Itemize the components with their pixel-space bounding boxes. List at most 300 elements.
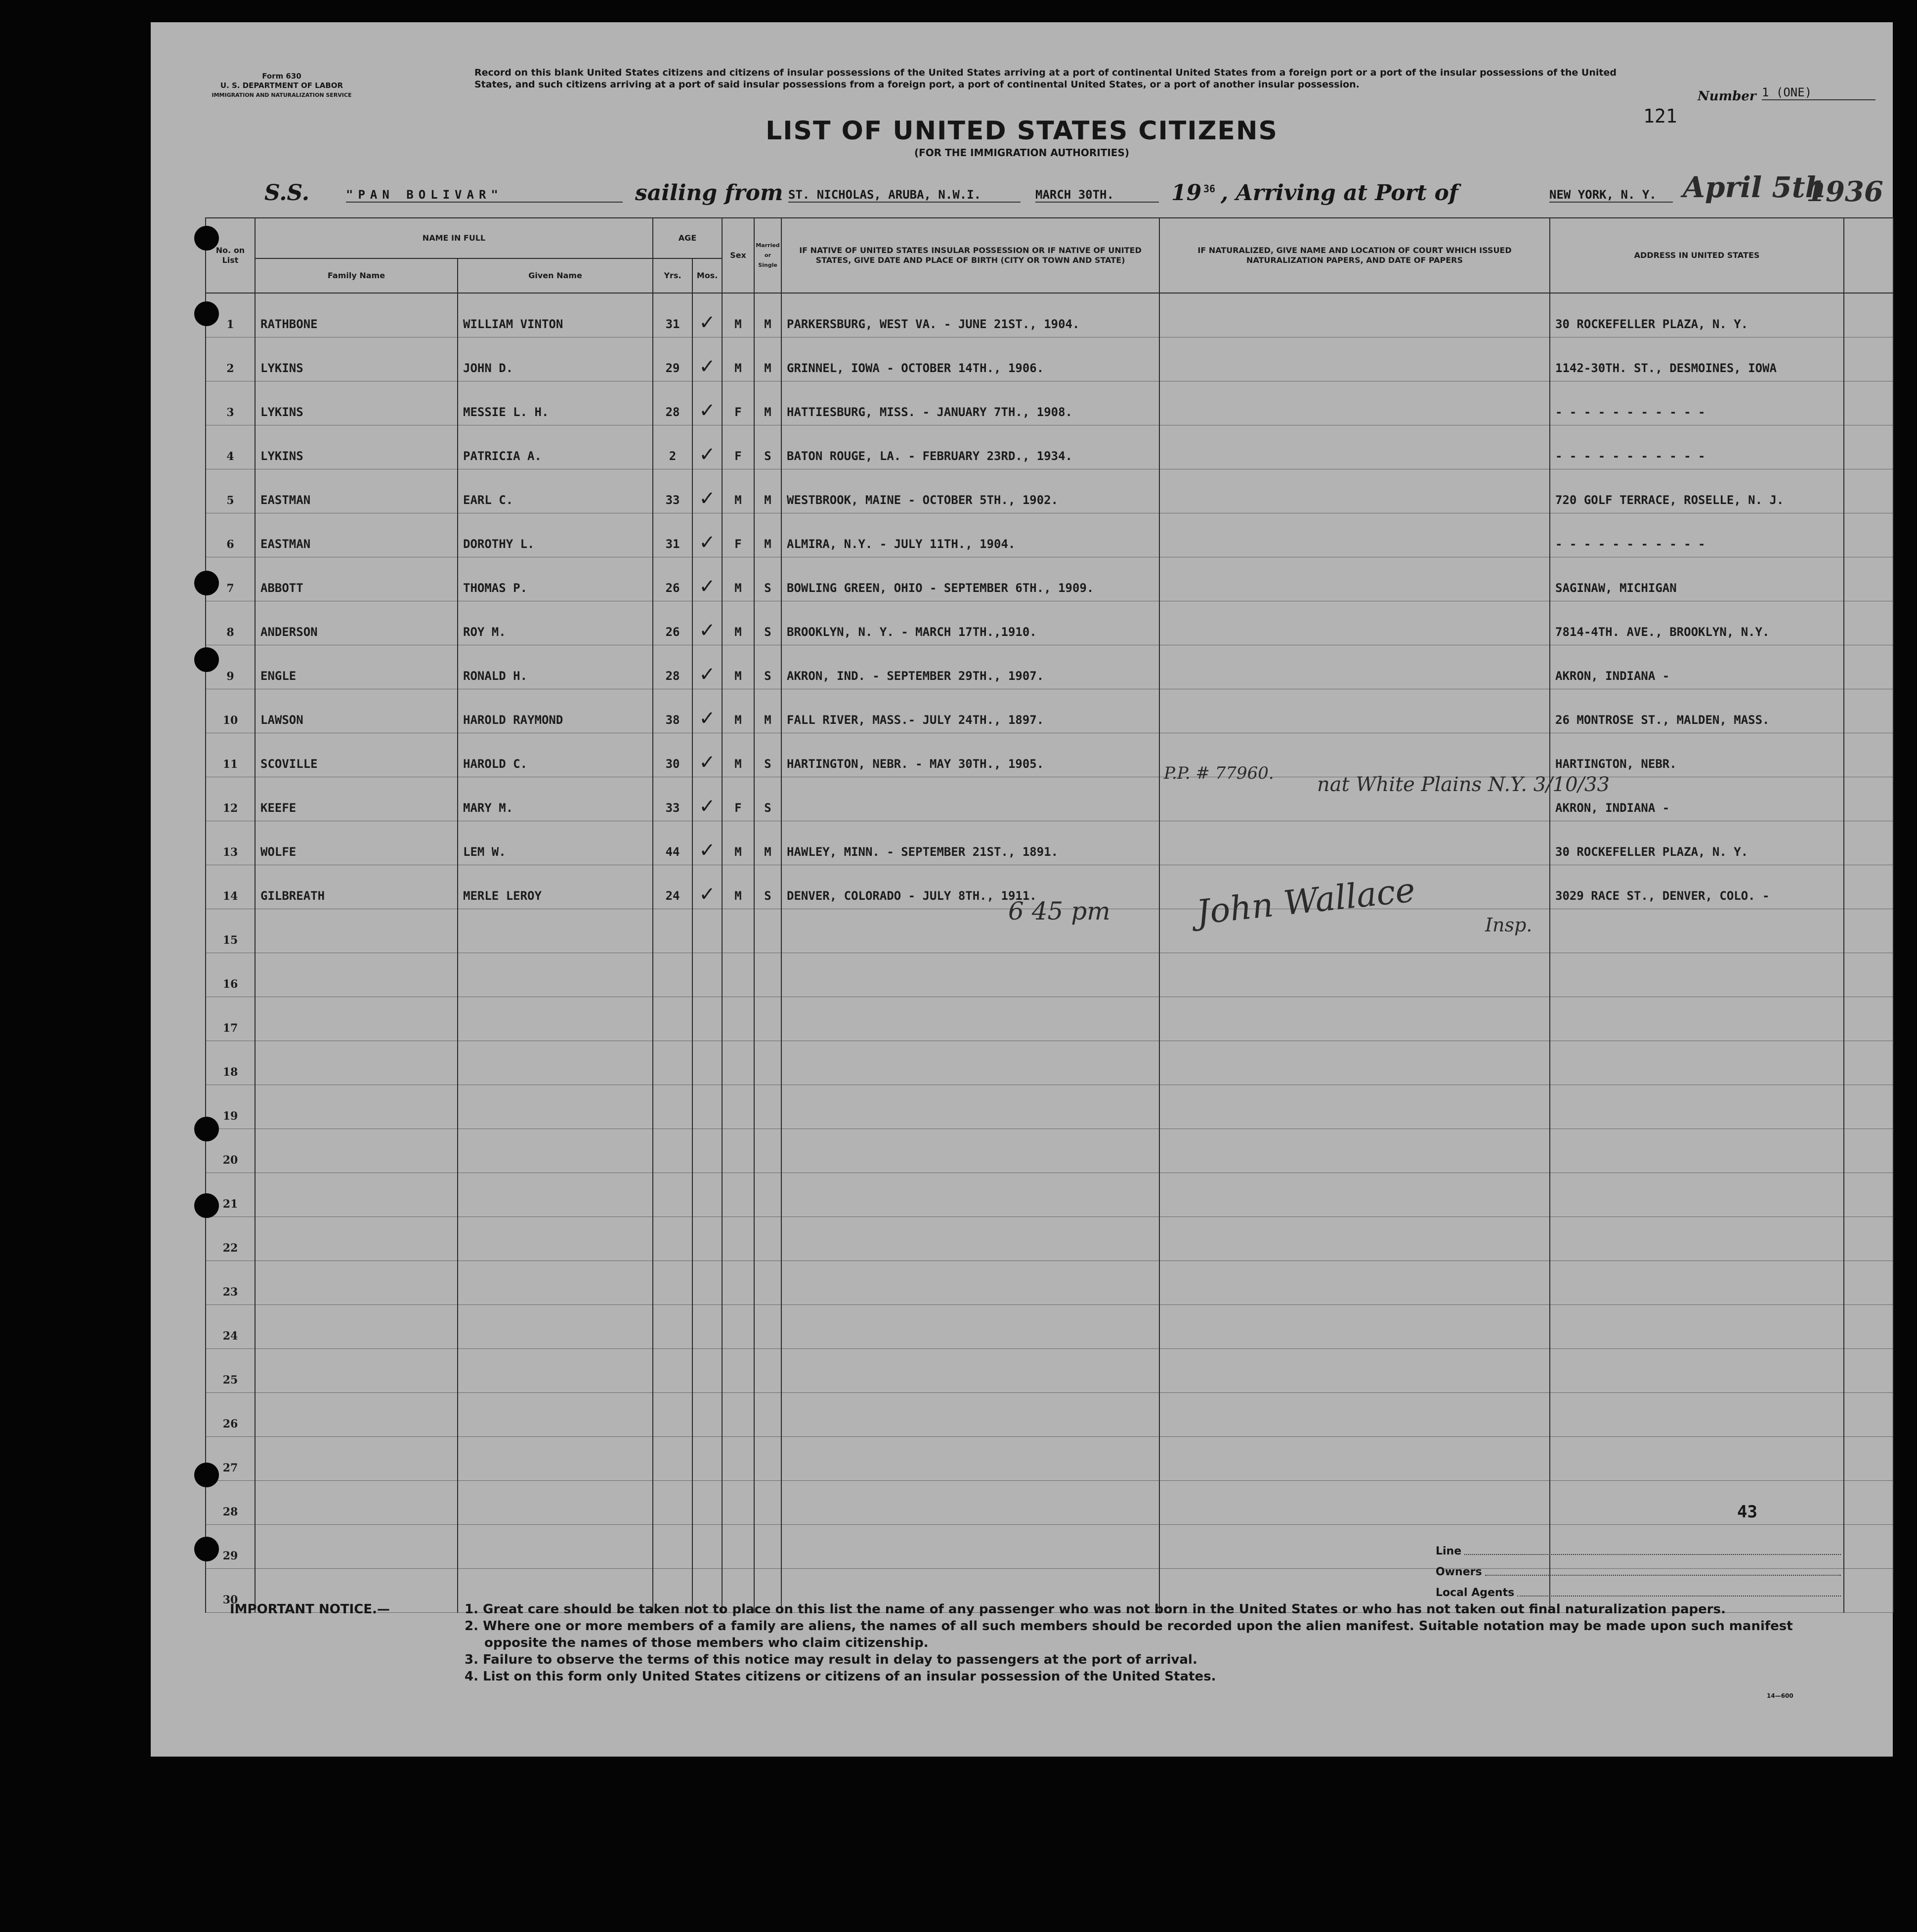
sailing-label: sailing from xyxy=(635,180,783,206)
birth-cell: FALL RIVER, MASS.- JULY 24TH., 1897. xyxy=(781,689,1159,733)
line-label: Line xyxy=(1436,1545,1462,1557)
sex-cell: F xyxy=(722,425,754,469)
given-name-cell xyxy=(458,1085,653,1129)
age-years-cell xyxy=(653,1437,692,1481)
birth-cell xyxy=(781,1305,1159,1349)
row-number: 9 xyxy=(206,645,255,689)
family-name-cell: LYKINS xyxy=(255,425,458,469)
age-months-check: ✓ xyxy=(692,821,722,865)
marital-status-cell xyxy=(754,909,781,953)
given-name-cell xyxy=(458,1261,653,1305)
naturalization-cell xyxy=(1159,1217,1550,1261)
table-row xyxy=(206,1217,1893,1261)
age-months-check: ✓ xyxy=(692,689,722,733)
sex-cell xyxy=(722,1217,754,1261)
given-name-cell xyxy=(458,1349,653,1393)
blank-cell xyxy=(1844,293,1893,337)
punch-hole xyxy=(194,1537,219,1561)
marital-status-cell xyxy=(754,1305,781,1349)
form-identifier xyxy=(200,72,363,100)
sex-cell xyxy=(722,909,754,953)
age-years-cell xyxy=(653,1129,692,1173)
row-number: 2 xyxy=(206,337,255,381)
service-name: IMMIGRATION AND NATURALIZATION SERVICE xyxy=(212,92,352,98)
birth-cell xyxy=(781,1393,1159,1437)
blank-cell xyxy=(1844,1129,1893,1173)
number-value: 1 (ONE) xyxy=(1762,85,1875,100)
marital-status-cell xyxy=(754,1349,781,1393)
sex-cell xyxy=(722,1129,754,1173)
marital-status-cell xyxy=(754,1129,781,1173)
header-given-name: Given Name xyxy=(458,258,653,293)
age-years-cell: 44 xyxy=(653,821,692,865)
table-row xyxy=(206,1481,1893,1525)
address-cell xyxy=(1550,997,1844,1041)
marital-status-cell xyxy=(754,953,781,997)
family-name-cell: EASTMAN xyxy=(255,513,458,557)
age-years-cell: 31 xyxy=(653,293,692,337)
given-name-cell: JOHN D. xyxy=(458,337,653,381)
marital-status-cell: S xyxy=(754,777,781,821)
local-agents-label: Local Agents xyxy=(1436,1587,1515,1599)
address-cell: 3029 RACE ST., DENVER, COLO. - xyxy=(1550,865,1844,909)
table-row xyxy=(206,1129,1893,1173)
blank-cell xyxy=(1844,1217,1893,1261)
address-cell xyxy=(1550,1349,1844,1393)
blank-cell xyxy=(1844,1525,1893,1569)
sex-cell xyxy=(722,1525,754,1569)
blank-cell xyxy=(1844,1437,1893,1481)
table-row xyxy=(206,953,1893,997)
arrival-year: 1936 xyxy=(1806,175,1883,208)
birth-cell: HARTINGTON, NEBR. - MAY 30TH., 1905. xyxy=(781,733,1159,777)
notice-item: 4. List on this form only United States citizens or citizens of an insular possession of the United States. xyxy=(465,1669,1216,1684)
header-no: No. on List xyxy=(206,218,255,293)
given-name-cell xyxy=(458,1437,653,1481)
family-name-cell: ABBOTT xyxy=(255,557,458,601)
age-months-check xyxy=(692,1525,722,1569)
blank-cell xyxy=(1844,557,1893,601)
family-name-cell xyxy=(255,1261,458,1305)
inspector-signature: John Wallace xyxy=(1194,870,1417,933)
blank-cell xyxy=(1844,1041,1893,1085)
page-number: 43 xyxy=(1737,1502,1757,1522)
address-cell: - - - - - - - - - - - xyxy=(1550,425,1844,469)
naturalization-cell xyxy=(1159,513,1550,557)
naturalization-cell xyxy=(1159,1041,1550,1085)
age-years-cell xyxy=(653,953,692,997)
family-name-cell xyxy=(255,953,458,997)
age-years-cell: 26 xyxy=(653,557,692,601)
sex-cell xyxy=(722,1261,754,1305)
naturalization-cell xyxy=(1159,381,1550,425)
header-sex: Sex xyxy=(722,218,754,293)
row-number: 27 xyxy=(206,1437,255,1481)
row-number: 8 xyxy=(206,601,255,645)
table-row xyxy=(206,645,1893,689)
given-name-cell xyxy=(458,1173,653,1217)
blank-cell xyxy=(1844,645,1893,689)
blank-cell xyxy=(1844,689,1893,733)
row-number: 1 xyxy=(206,293,255,337)
age-months-check: ✓ xyxy=(692,293,722,337)
row-number: 30 xyxy=(206,1569,255,1613)
row-number: 12 xyxy=(206,777,255,821)
age-years-cell xyxy=(653,1393,692,1437)
sex-cell: F xyxy=(722,513,754,557)
marital-status-cell xyxy=(754,997,781,1041)
age-months-check xyxy=(692,1173,722,1217)
address-cell xyxy=(1550,1129,1844,1173)
birth-cell: ALMIRA, N.Y. - JULY 11TH., 1904. xyxy=(781,513,1159,557)
line-blank xyxy=(1464,1554,1841,1555)
blank-cell xyxy=(1844,337,1893,381)
sex-cell: M xyxy=(722,293,754,337)
age-years-cell xyxy=(653,1085,692,1129)
notice-items xyxy=(465,1601,1858,1685)
blank-cell xyxy=(1844,381,1893,425)
passport-note: P.P. # 77960. xyxy=(1164,763,1274,783)
table-row xyxy=(206,1349,1893,1393)
sex-cell: M xyxy=(722,469,754,513)
header-family-name: Family Name xyxy=(255,258,458,293)
naturalization-cell xyxy=(1159,1349,1550,1393)
arriving-label: , Arriving at Port of xyxy=(1221,180,1458,206)
row-number: 19 xyxy=(206,1085,255,1129)
naturalization-cell xyxy=(1159,1437,1550,1481)
naturalization-cell xyxy=(1159,1481,1550,1525)
family-name-cell xyxy=(255,1349,458,1393)
table-row xyxy=(206,381,1893,425)
marital-status-cell: S xyxy=(754,645,781,689)
age-months-check: ✓ xyxy=(692,557,722,601)
address-cell xyxy=(1550,1217,1844,1261)
marital-status-cell: S xyxy=(754,865,781,909)
form-number: Form 630 xyxy=(262,72,301,81)
marital-status-cell xyxy=(754,1041,781,1085)
punch-hole xyxy=(194,647,219,672)
sex-cell: M xyxy=(722,865,754,909)
naturalization-cell xyxy=(1159,425,1550,469)
voyage-line xyxy=(264,170,1883,215)
address-cell: AKRON, INDIANA - xyxy=(1550,645,1844,689)
age-years-cell: 29 xyxy=(653,337,692,381)
ship-name: "PAN BOLIVAR" xyxy=(346,188,623,203)
blank-cell xyxy=(1844,733,1893,777)
header-blank xyxy=(1844,218,1893,293)
naturalization-cell xyxy=(1159,1085,1550,1129)
punch-hole xyxy=(194,1117,219,1141)
naturalization-cell xyxy=(1159,601,1550,645)
marital-status-cell xyxy=(754,1173,781,1217)
marital-status-cell: S xyxy=(754,557,781,601)
header-age: AGE xyxy=(653,218,722,258)
table-row xyxy=(206,557,1893,601)
address-cell xyxy=(1550,1261,1844,1305)
header-married-single: Married or Single xyxy=(754,218,781,293)
given-name-cell: MARY M. xyxy=(458,777,653,821)
naturalization-cell xyxy=(1159,1173,1550,1217)
family-name-cell: EASTMAN xyxy=(255,469,458,513)
row-number: 21 xyxy=(206,1173,255,1217)
year-suffix: 36 xyxy=(1203,183,1216,195)
birth-cell xyxy=(781,1437,1159,1481)
age-months-check xyxy=(692,1261,722,1305)
sex-cell: M xyxy=(722,601,754,645)
blank-cell xyxy=(1844,865,1893,909)
sex-cell xyxy=(722,1173,754,1217)
sex-cell xyxy=(722,1393,754,1437)
given-name-cell xyxy=(458,1481,653,1525)
birth-cell xyxy=(781,1217,1159,1261)
birth-cell: DENVER, COLORADO - JULY 8TH., 1911. xyxy=(781,865,1159,909)
given-name-cell: ROY M. xyxy=(458,601,653,645)
address-cell xyxy=(1550,909,1844,953)
age-months-check xyxy=(692,953,722,997)
given-name-cell: MESSIE L. H. xyxy=(458,381,653,425)
row-number: 28 xyxy=(206,1481,255,1525)
family-name-cell xyxy=(255,1217,458,1261)
table-row xyxy=(206,1261,1893,1305)
family-name-cell xyxy=(255,1437,458,1481)
marital-status-cell xyxy=(754,1525,781,1569)
record-instructions: Record on this blank United States citizens and citizens of insular possessions of the United States arriving at a port of continental United States from a foreign port or a port of the insular possessions of the United States, and such citizens arriving at a port of said insular possessions from a foreign port, a port of continental United States, or a port of another insular possession. xyxy=(474,67,1617,90)
address-cell: - - - - - - - - - - - xyxy=(1550,381,1844,425)
birth-cell xyxy=(781,1525,1159,1569)
table-row xyxy=(206,689,1893,733)
family-name-cell: WOLFE xyxy=(255,821,458,865)
ss-label: S.S. xyxy=(264,180,310,206)
given-name-cell xyxy=(458,997,653,1041)
address-cell xyxy=(1550,1085,1844,1129)
sex-cell: M xyxy=(722,821,754,865)
table-row xyxy=(206,777,1893,821)
age-years-cell: 30 xyxy=(653,733,692,777)
notice-title: IMPORTANT NOTICE.— xyxy=(230,1602,390,1617)
table-row xyxy=(206,293,1893,337)
naturalization-cell xyxy=(1159,1129,1550,1173)
family-name-cell: KEEFE xyxy=(255,777,458,821)
given-name-cell: WILLIAM VINTON xyxy=(458,293,653,337)
form-code: 14—600 xyxy=(1767,1692,1793,1699)
year-prefix: 19 xyxy=(1171,180,1202,206)
given-name-cell: HAROLD C. xyxy=(458,733,653,777)
table-row xyxy=(206,997,1893,1041)
table-row xyxy=(206,1437,1893,1481)
family-name-cell: GILBREATH xyxy=(255,865,458,909)
table-row xyxy=(206,821,1893,865)
family-name-cell: RATHBONE xyxy=(255,293,458,337)
age-years-cell: 2 xyxy=(653,425,692,469)
family-name-cell xyxy=(255,1041,458,1085)
birth-cell xyxy=(781,997,1159,1041)
table-row xyxy=(206,337,1893,381)
age-months-check xyxy=(692,1393,722,1437)
stamp-number: 121 xyxy=(1643,105,1677,127)
age-months-check: ✓ xyxy=(692,337,722,381)
age-months-check xyxy=(692,1129,722,1173)
age-months-check xyxy=(692,1437,722,1481)
header-birth: IF NATIVE OF UNITED STATES INSULAR POSSESSION OR IF NATIVE OF UNITED STATES, GIVE DATE AND PLACE OF BIRTH (CITY OR TOWN AND STATE) xyxy=(781,218,1159,293)
family-name-cell xyxy=(255,1525,458,1569)
age-months-check xyxy=(692,1085,722,1129)
marital-status-cell: M xyxy=(754,337,781,381)
age-months-check xyxy=(692,1041,722,1085)
sex-cell: M xyxy=(722,689,754,733)
row-number: 17 xyxy=(206,997,255,1041)
age-years-cell: 28 xyxy=(653,381,692,425)
address-cell xyxy=(1550,1393,1844,1437)
family-name-cell xyxy=(255,1085,458,1129)
age-years-cell xyxy=(653,1217,692,1261)
family-name-cell: SCOVILLE xyxy=(255,733,458,777)
given-name-cell: RONALD H. xyxy=(458,645,653,689)
address-cell xyxy=(1550,953,1844,997)
address-cell: - - - - - - - - - - - xyxy=(1550,513,1844,557)
birth-cell xyxy=(781,1349,1159,1393)
naturalization-cell xyxy=(1159,953,1550,997)
notice-item: 3. Failure to observe the terms of this notice may result in delay to passengers at the port of arrival. xyxy=(465,1652,1197,1667)
marital-status-cell xyxy=(754,1393,781,1437)
birth-cell: BROOKLYN, N. Y. - MARCH 17TH.,1910. xyxy=(781,601,1159,645)
marital-status-cell xyxy=(754,1085,781,1129)
age-months-check: ✓ xyxy=(692,425,722,469)
naturalization-cell xyxy=(1159,557,1550,601)
birth-cell: AKRON, IND. - SEPTEMBER 29TH., 1907. xyxy=(781,645,1159,689)
punch-hole xyxy=(194,301,219,326)
given-name-cell xyxy=(458,1393,653,1437)
birth-cell: HATTIESBURG, MISS. - JANUARY 7TH., 1908. xyxy=(781,381,1159,425)
address-cell xyxy=(1550,1041,1844,1085)
naturalization-cell xyxy=(1159,645,1550,689)
owners-field xyxy=(1436,1557,1841,1578)
table-row xyxy=(206,1173,1893,1217)
punch-hole xyxy=(194,1193,219,1218)
naturalization-cell xyxy=(1159,997,1550,1041)
given-name-cell xyxy=(458,909,653,953)
birth-cell: PARKERSBURG, WEST VA. - JUNE 21ST., 1904. xyxy=(781,293,1159,337)
marital-status-cell: S xyxy=(754,601,781,645)
sex-cell: F xyxy=(722,777,754,821)
age-months-check: ✓ xyxy=(692,513,722,557)
blank-cell xyxy=(1844,909,1893,953)
naturalization-cell xyxy=(1159,821,1550,865)
sex-cell xyxy=(722,1437,754,1481)
age-months-check: ✓ xyxy=(692,645,722,689)
naturalization-cell xyxy=(1159,689,1550,733)
row-number: 14 xyxy=(206,865,255,909)
blank-cell xyxy=(1844,425,1893,469)
age-years-cell xyxy=(653,1173,692,1217)
birth-cell xyxy=(781,1041,1159,1085)
row-number: 5 xyxy=(206,469,255,513)
given-name-cell xyxy=(458,1041,653,1085)
age-months-check xyxy=(692,1305,722,1349)
row-number: 18 xyxy=(206,1041,255,1085)
blank-cell xyxy=(1844,1085,1893,1129)
family-name-cell: LAWSON xyxy=(255,689,458,733)
notice-item: 1. Great care should be taken not to place on this list the name of any passenger who was not born in the United States or who has not taken out final naturalization papers. xyxy=(465,1602,1726,1617)
row-number: 26 xyxy=(206,1393,255,1437)
age-years-cell: 33 xyxy=(653,777,692,821)
age-years-cell xyxy=(653,1261,692,1305)
marital-status-cell xyxy=(754,1481,781,1525)
address-cell: 30 ROCKEFELLER PLAZA, N. Y. xyxy=(1550,821,1844,865)
age-months-check: ✓ xyxy=(692,469,722,513)
table-row xyxy=(206,469,1893,513)
table-row xyxy=(206,601,1893,645)
naturalization-cell xyxy=(1159,293,1550,337)
naturalization-cell xyxy=(1159,1305,1550,1349)
birth-cell: GRINNEL, IOWA - OCTOBER 14TH., 1906. xyxy=(781,337,1159,381)
naturalization-cell xyxy=(1159,337,1550,381)
age-months-check xyxy=(692,1481,722,1525)
blank-cell xyxy=(1844,513,1893,557)
from-port: ST. NICHOLAS, ARUBA, N.W.I. xyxy=(788,188,1021,203)
owners-label: Owners xyxy=(1436,1566,1482,1578)
department-name: U. S. DEPARTMENT OF LABOR xyxy=(220,81,343,90)
punch-hole xyxy=(194,1463,219,1487)
sex-cell xyxy=(722,1085,754,1129)
manifest-sheet xyxy=(151,22,1893,1757)
birth-cell xyxy=(781,777,1159,821)
given-name-cell xyxy=(458,1525,653,1569)
row-number: 7 xyxy=(206,557,255,601)
birth-cell xyxy=(781,953,1159,997)
row-number: 4 xyxy=(206,425,255,469)
sex-cell xyxy=(722,1305,754,1349)
sex-cell: M xyxy=(722,645,754,689)
given-name-cell xyxy=(458,1305,653,1349)
sex-cell xyxy=(722,1041,754,1085)
family-name-cell xyxy=(255,1129,458,1173)
age-months-check xyxy=(692,997,722,1041)
given-name-cell: MERLE LEROY xyxy=(458,865,653,909)
address-cell xyxy=(1550,1173,1844,1217)
family-name-cell xyxy=(255,997,458,1041)
age-years-cell: 28 xyxy=(653,645,692,689)
blank-cell xyxy=(1844,1481,1893,1525)
marital-status-cell xyxy=(754,1437,781,1481)
address-cell: AKRON, INDIANA - xyxy=(1550,777,1844,821)
birth-cell: BOWLING GREEN, OHIO - SEPTEMBER 6TH., 1909. xyxy=(781,557,1159,601)
age-years-cell xyxy=(653,997,692,1041)
marital-status-cell: S xyxy=(754,733,781,777)
sex-cell: M xyxy=(722,733,754,777)
family-name-cell xyxy=(255,909,458,953)
sex-cell xyxy=(722,997,754,1041)
arrival-port: NEW YORK, N. Y. xyxy=(1549,188,1673,203)
age-years-cell xyxy=(653,1305,692,1349)
blank-cell xyxy=(1844,1261,1893,1305)
age-years-cell: 24 xyxy=(653,865,692,909)
age-years-cell xyxy=(653,1041,692,1085)
table-row xyxy=(206,1085,1893,1129)
naturalization-cell xyxy=(1159,1393,1550,1437)
given-name-cell xyxy=(458,953,653,997)
given-name-cell: PATRICIA A. xyxy=(458,425,653,469)
naturalization-cell xyxy=(1159,469,1550,513)
blank-cell xyxy=(1844,997,1893,1041)
row-number: 25 xyxy=(206,1349,255,1393)
header-name-in-full: NAME IN FULL xyxy=(255,218,653,258)
address-cell xyxy=(1550,1305,1844,1349)
sex-cell xyxy=(722,1481,754,1525)
blank-cell xyxy=(1844,821,1893,865)
family-name-cell xyxy=(255,1173,458,1217)
arrival-date: April 5th xyxy=(1683,170,1826,204)
owners-blank xyxy=(1485,1575,1841,1576)
